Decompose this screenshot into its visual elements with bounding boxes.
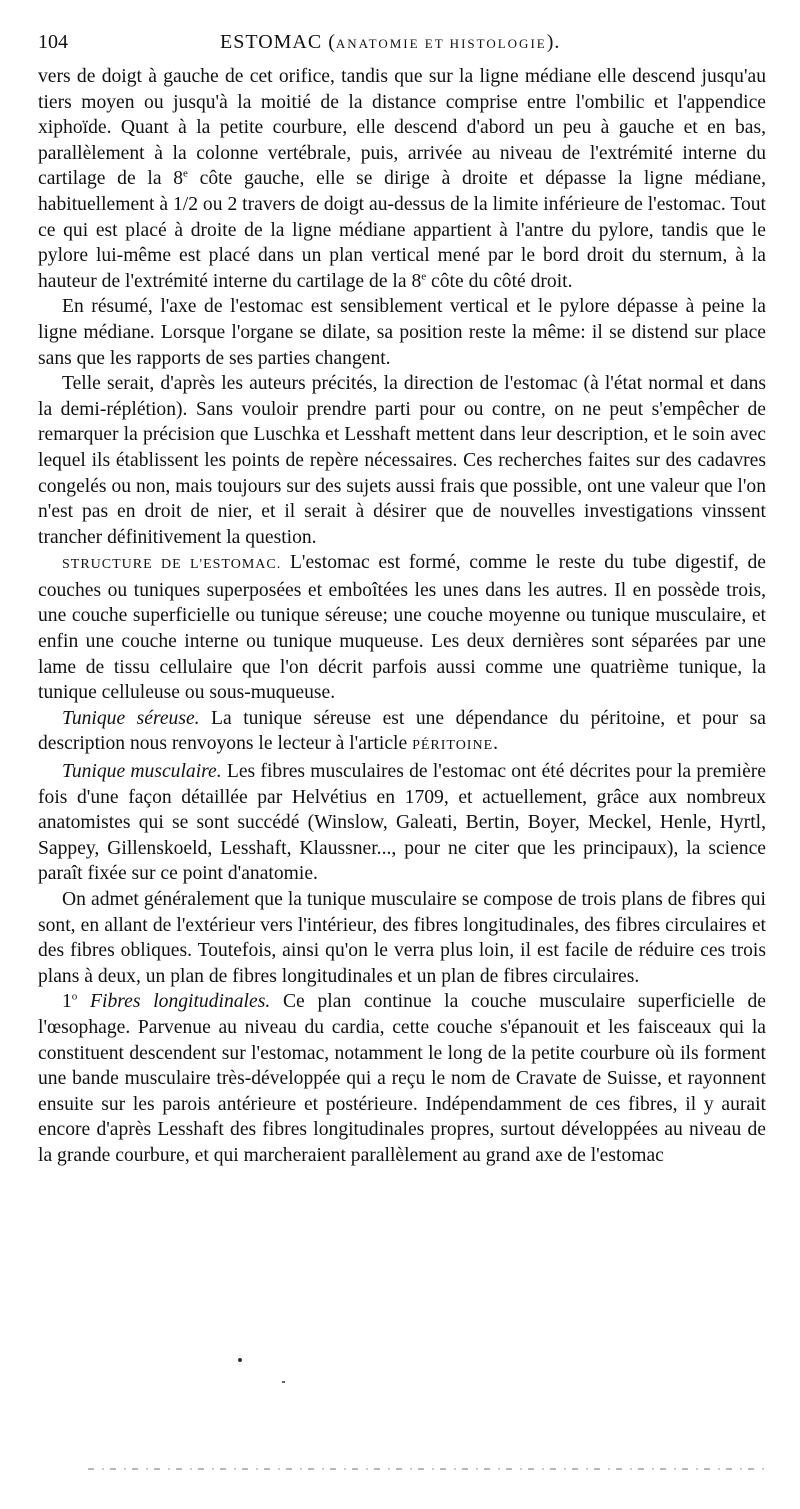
running-title-close: ). (546, 31, 561, 53)
superscript: o (71, 990, 78, 1003)
superscript: e (421, 270, 427, 283)
paragraph-structure (38, 550, 766, 706)
subsection-heading: Tunique musculaire. (62, 761, 222, 783)
paragraph-text: . (493, 733, 499, 755)
superscript: e (183, 167, 188, 180)
paragraph-serous (38, 706, 766, 759)
body-text (38, 64, 766, 1169)
section-heading: STRUCTURE DE L'ESTOMAC. (62, 557, 282, 573)
paragraph-text: Ce plan continue la couche musculaire superficielle de l'œsophage. Parvenue au niveau du cardia, cette couche s'épanouit et les faisceaux qui la constituent descendent sur l'estomac, notamment le long de la petite courbure où ils forment une bande musculaire très-développée qui a reçu le nom de Cravate de Suisse, et rayonnent ensuite sur les parois antérieure et postérieure. Indépendamment de ces fibres, il y aurait encore d'après Lesshaft des fibres longitudinales propres, surtout développées au niveau de la grande courbure, et qui marcheraient parallèlement au grand axe de l'estomac (38, 991, 766, 1166)
paragraph-text: L'estomac est formé, comme le reste du tube digestif, de couches ou tuniques superposées et emboîtées les unes dans les autres. Il en possède trois, une couche superficielle ou tunique séreuse; une couche moyenne ou tunique musculaire, et enfin une couche interne ou tunique muqueuse. Les deux dernières sont séparées par une lame de tissu cellulaire que l'on décrit parfois aussi comme une quatrième tunique, la tunique celluleuse ou sous-muqueuse. (38, 552, 766, 704)
paragraph-summary (38, 294, 766, 371)
paragraph-text: La tunique séreuse est une dépendance du péritoine, et pour sa description nous renvoyons le lecteur à l'article (38, 707, 766, 755)
paragraph-text: Telle serait, d'après les auteurs précités, la direction de l'estomac (à l'état normal et dans la demi-réplétion). Sans vouloir prendre parti pour ou contre, on ne peut s'empêcher de remarquer la précision que Luschka et Lesshaft mettent dans leur description, et le soin avec lequel ils établissent les points de repère nécessaires. Ces recherches faites sur des cadavres congelés ou non, mais toujours sur des sujets aussi frais que possible, ont une valeur que l'on n'est pas en droit de nier, et il serait à désirer que de nouvelles investigations vinssent trancher définitivement la question. (38, 373, 766, 548)
subsection-heading: Tunique séreuse. (62, 707, 200, 729)
list-number: 1 (62, 991, 72, 1013)
paragraph-text: vers de doigt à gauche de cet orifice, tandis que sur la ligne médiane elle descend jusqu'au tiers moyen ou jusqu'à la moitié de la distance comprise entre l'ombilic et l'appendice xiphoïde. Quant à la petite courbure, elle descend d'abord un peu à gauche et en bas, parallèlement à la colonne vertébrale, puis, arrivée au niveau de l'extrémité interne du cartilage de la 8 (38, 66, 766, 190)
running-title (220, 30, 560, 56)
paragraph-text: côte gauche, elle se dirige à droite et dépasse la ligne médiane, habituellement à 1/2 ou 2 travers de doigt au-dessus de la limite inférieure de l'estomac. Tout ce qui est placé à droite de la ligne médiane appartient à l'antre du pylore, tandis que le pylore lui-même est placé dans un plan vertical mené par le bord droit du sternum, à la hauteur de l'extrémité interne du cartilage de la 8 (38, 168, 766, 292)
paragraph-discussion (38, 371, 766, 550)
paragraph-text: côte du côté droit. (426, 270, 573, 292)
paragraph-text: En résumé, l'axe de l'estomac est sensiblement vertical et le pylore dépasse à peine la ligne médiane. Lorsque l'organe se dilate, sa position reste la même: il se distend sur place sans que les rapports de ses parties changent. (38, 296, 766, 369)
running-title-main: ESTOMAC (220, 31, 323, 53)
cross-reference: PÉRITOINE (412, 738, 494, 754)
paragraph-continuation (38, 64, 766, 294)
paragraph-text: Les fibres musculaires de l'estomac ont été décrites pour la première fois d'une façon détaillée par Helvétius en 1709, et actuellement, grâce aux nombreux anatomistes qui se sont succédé (Winslow, Galeati, Bertin, Boyer, Meckel, Henle, Hyrtl, Sappey, Gillenskoeld, Lesshaft, Klaussner..., pour ne citer que les principaux), la science paraît fixée sur ce point d'anatomie. (38, 761, 766, 885)
paragraph-muscular (38, 759, 766, 887)
running-title-open: ( (322, 31, 336, 53)
subsection-heading: Fibres longitudinales. (77, 991, 271, 1013)
bleed-through-line (88, 1468, 768, 1470)
paragraph-longitudinal (38, 989, 766, 1168)
ink-speck (282, 1381, 285, 1383)
ink-speck (238, 1358, 242, 1362)
page-number: 104 (38, 31, 68, 53)
paragraph-text: On admet généralement que la tunique musculaire se compose de trois plans de fibres qui sont, en allant de l'extérieur vers l'intérieur, des fibres longitudinales, des fibres circulaires et des fibres obliques. Toutefois, ainsi qu'on le verra plus loin, il est facile de réduire ces trois plans à deux, un plan de fibres longitudinales et un plan de fibres circulaires. (38, 889, 766, 987)
paragraph-planes (38, 887, 766, 989)
running-title-sub: ANATOMIE ET HISTOLOGIE (335, 36, 547, 51)
running-header (38, 30, 766, 54)
